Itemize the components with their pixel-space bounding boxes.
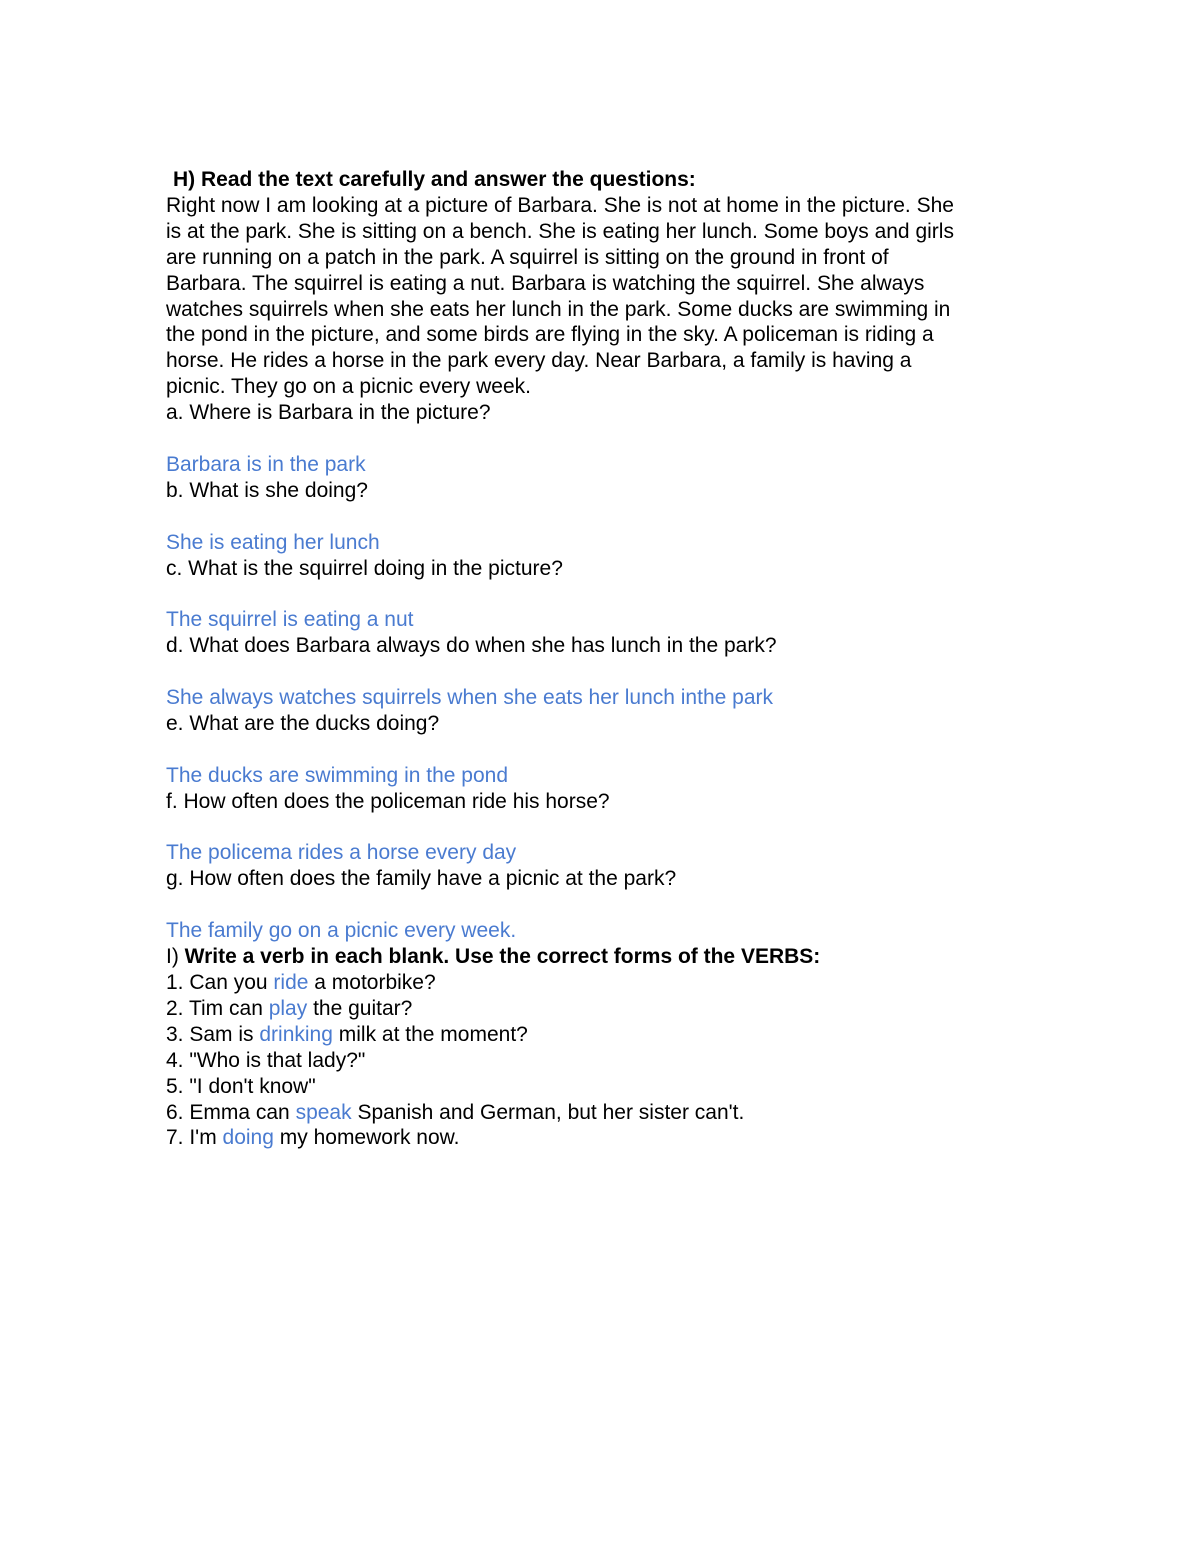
exercise-item — [166, 1074, 1036, 1100]
exercise-item — [166, 1125, 1036, 1151]
section-h-heading: H) Read the text carefully and answer the questions: — [173, 168, 696, 191]
answer-text: She is eating her lunch — [166, 530, 380, 554]
question-f — [166, 789, 1036, 867]
filled-blank: play — [268, 996, 308, 1020]
question-text: d. What does Barbara always do when she has lunch in the park? — [166, 634, 777, 658]
passage-line: watches squirrels when she eats her lunch in the park. Some ducks are swimming in — [166, 297, 951, 321]
passage-line: Right now I am looking at a picture of Barbara. She is not at home in the picture. She — [166, 193, 954, 217]
filled-blank: drinking — [259, 1022, 333, 1046]
exercise-item — [166, 970, 1036, 996]
answer-text: The squirrel is eating a nut — [166, 608, 414, 632]
item-text-before: 7. I'm — [166, 1126, 223, 1150]
exercise-item — [166, 1048, 1036, 1074]
question-b — [166, 478, 1036, 556]
exercise-item — [166, 996, 1036, 1022]
question-text: g. How often does the family have a picnic at the park? — [166, 867, 677, 891]
verb-exercise-list — [166, 970, 1036, 1151]
question-text: e. What are the ducks doing? — [166, 711, 440, 735]
question-text: f. How often does the policeman ride his horse? — [166, 789, 610, 813]
item-text-after: my homework now. — [273, 1126, 460, 1150]
answer-text: Barbara is in the park — [166, 452, 366, 476]
passage-line: are running on a patch in the park. A squirrel is sitting on the ground in front of — [166, 245, 889, 269]
section-i-heading — [166, 944, 1036, 970]
item-text-before: 2. Tim can — [166, 996, 269, 1020]
question-text: b. What is she doing? — [166, 478, 368, 502]
reading-passage — [166, 193, 1036, 400]
item-text-before: 1. Can you — [166, 970, 274, 994]
answer-text: She always watches squirrels when she eats her lunch inthe park — [166, 686, 773, 710]
question-g — [166, 866, 1036, 944]
question-c — [166, 556, 1036, 634]
item-text-after: the guitar? — [307, 996, 413, 1020]
item-text-after: milk at the moment? — [332, 1022, 528, 1046]
item-text-before: 5. "I don't know" — [166, 1074, 316, 1098]
item-text-before: 4. "Who is that lady?" — [166, 1048, 366, 1072]
question-a — [166, 400, 1036, 478]
question-text: c. What is the squirrel doing in the picture? — [166, 556, 563, 580]
exercise-item — [166, 1022, 1036, 1048]
item-text-after: a motorbike? — [308, 970, 436, 994]
passage-line: picnic. They go on a picnic every week. — [166, 375, 531, 399]
passage-line: the pond in the picture, and some birds are flying in the sky. A policeman is riding a — [166, 323, 934, 347]
worksheet-page — [166, 167, 1036, 1151]
question-d — [166, 633, 1036, 711]
section-i-instructions: Write a verb in each blank. Use the correct forms of the VERBS: — [184, 945, 821, 969]
passage-line: is at the park. She is sitting on a bench. She is eating her lunch. Some boys and girls — [166, 219, 954, 243]
answer-text: The ducks are swimming in the pond — [166, 763, 508, 787]
passage-line: horse. He rides a horse in the park every day. Near Barbara, a family is having a — [166, 349, 912, 373]
question-e — [166, 711, 1036, 789]
exercise-item — [166, 1100, 1036, 1126]
item-text-before: 3. Sam is — [166, 1022, 260, 1046]
question-text: a. Where is Barbara in the picture? — [166, 401, 491, 425]
filled-blank: speak — [295, 1100, 352, 1124]
filled-blank: doing — [222, 1126, 274, 1150]
item-text-after: Spanish and German, but her sister can't. — [351, 1100, 745, 1124]
passage-line: Barbara. The squirrel is eating a nut. Barbara is watching the squirrel. She always — [166, 271, 925, 295]
answer-text: The policema rides a horse every day — [166, 841, 517, 865]
filled-blank: ride — [273, 970, 309, 994]
section-i-prefix: I) — [166, 945, 185, 969]
item-text-before: 6. Emma can — [166, 1100, 296, 1124]
answer-text: The family go on a picnic every week. — [166, 919, 517, 943]
